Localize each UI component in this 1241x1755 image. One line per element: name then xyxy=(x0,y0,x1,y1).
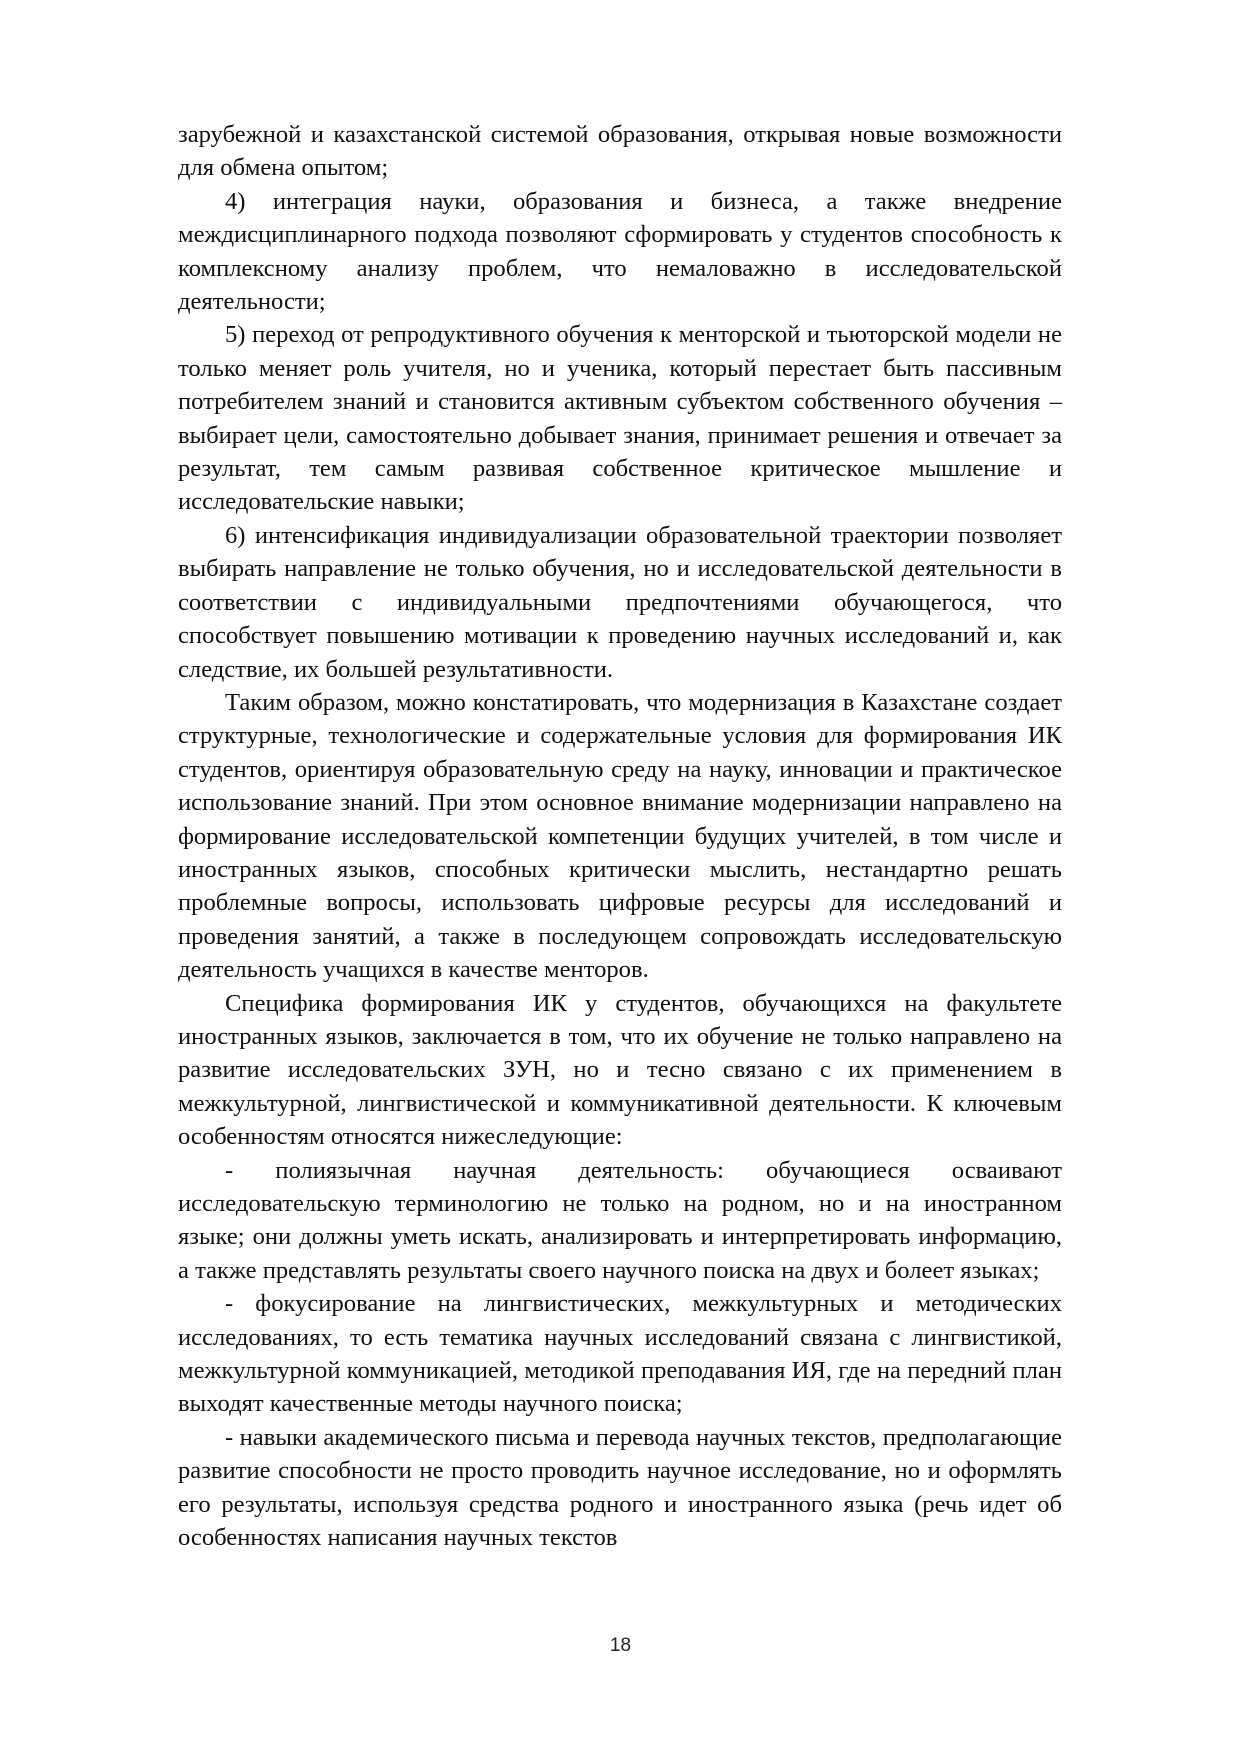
paragraph: 6) интенсификация индивидуализации образовательной траектории позволяет выбирать направление не только обучения, но и исследовательской деятельности в соответствии с индивидуальными предпочтениями обучающегося, что способствует повышению мотивации к проведению научных исследований и, как следствие, их большей результативности. xyxy=(178,521,1062,683)
paragraph: Специфика формирования ИК у студентов, обучающихся на факультете иностранных языков, заключается в том, что их обучение не только направлено на развитие исследовательских ЗУН, но и тесно связано с их применением в межкультурной, лингвистической и коммуникативной деятельности. К ключевым особенностям относятся нижеследующие: xyxy=(178,989,1062,1151)
list-item: - навыки академического письма и перевода научных текстов, предполагающие развитие способности не просто проводить научное исследование, но и оформлять его результаты, используя средства родного и иностранного языка (речь идет об особенностях написания научных текстов xyxy=(178,1423,1062,1552)
document-body xyxy=(178,118,1062,1554)
list-item: - полиязычная научная деятельность: обучающиеся осваивают исследовательскую терминологию не только на родном, но и на иностранном языке; они должны уметь искать, анализировать и интерпретировать информацию, а также представлять результаты своего научного поиска на двух и болеет языках; xyxy=(178,1156,1062,1284)
paragraph: 4) интеграция науки, образования и бизнеса, а также внедрение междисциплинарного подхода позволяют сформировать у студентов способность к комплексному анализу проблем, что немаловажно в исследовательской деятельности; xyxy=(178,187,1062,316)
list-item: - фокусирование на лингвистических, межкультурных и методических исследованиях, то есть тематика научных исследований связана с лингвистикой, межкультурной коммуникацией, методикой преподавания ИЯ, где на передний план выходят качественные методы научного поиска; xyxy=(178,1290,1062,1418)
paragraph: 5) переход от репродуктивного обучения к менторской и тьюторской модели не только меняет роль учителя, но и ученика, который перестает быть пассивным потребителем знаний и становится активным субъектом собственного обучения – выбирает цели, самостоятельно добывает знания, принимает решения и отвечает за результат, тем самым развивая собственное критическое мышление и исследовательские навыки; xyxy=(178,321,1062,516)
paragraph: Таким образом, можно констатировать, что модернизация в Казахстане создает структурные, технологические и содержательные условия для формирования ИК студентов, ориентируя образовательную среду на науку, инновации и практическое использование знаний. При этом основное внимание модернизации направлено на формирование исследовательской компетенции будущих учителей, в том числе и иностранных языков, способных критически мыслить, нестандартно решать проблемные вопросы, использовать цифровые ресурсы для исследований и проведения занятий, а также в последующем сопровождать исследовательскую деятельность учащихся в качестве менторов. xyxy=(178,688,1062,984)
paragraph: зарубежной и казахстанской системой образования, открывая новые возможности для обмена опытом; xyxy=(178,121,1062,182)
page-number: 18 xyxy=(609,1635,632,1656)
